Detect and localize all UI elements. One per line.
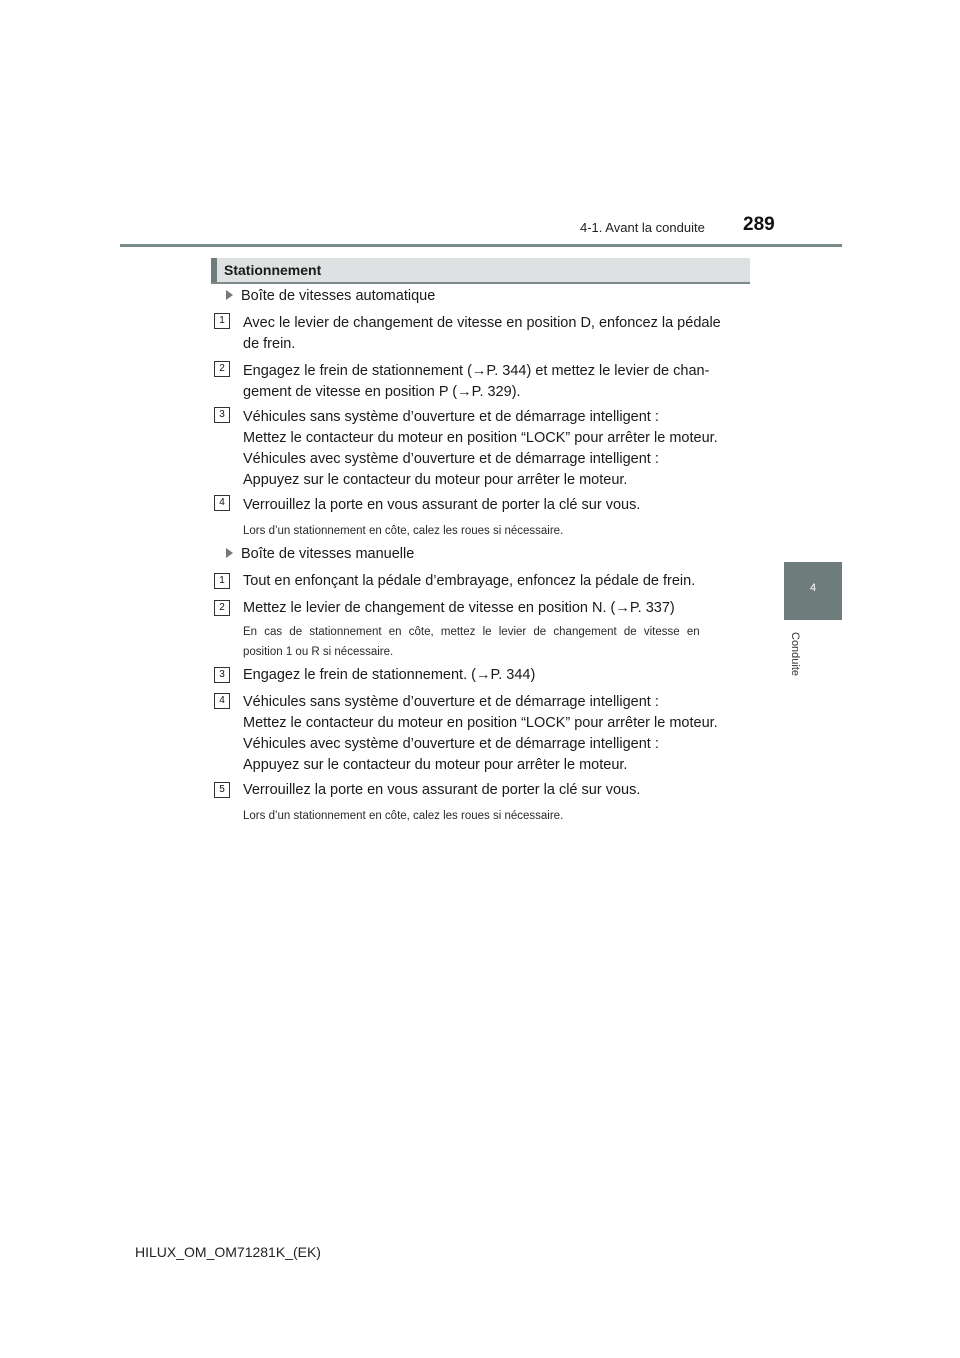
step-line: Engagez le frein de stationnement. (→P. 344): [243, 667, 536, 683]
step-number-badge: 1: [214, 313, 230, 329]
step-text: [243, 598, 746, 619]
step-line: Verrouillez la porte en vous assurant de porter la clé sur vous.: [243, 497, 641, 513]
step-line: Véhicules sans système d’ouverture et de démarrage intelligent :: [243, 694, 659, 710]
step-text: [243, 571, 746, 592]
header-divider: [120, 244, 842, 247]
step-line: Mettez le levier de changement de vitesse en position N. (→P. 337): [243, 600, 675, 616]
step-line: Mettez le contacteur du moteur en position “LOCK” pour arrêter le moteur.: [243, 430, 718, 446]
step-text: [243, 780, 746, 801]
section-heading-accent: [211, 258, 217, 282]
step-line: Véhicules avec système d’ouverture et de démarrage intelligent :: [243, 736, 659, 752]
subheading-automatic: [226, 288, 435, 304]
step-line: de frein.: [243, 336, 296, 352]
page-number: 289: [743, 214, 775, 235]
step-line: Verrouillez la porte en vous assurant de porter la clé sur vous.: [243, 782, 641, 798]
step-line: Avec le levier de changement de vitesse en position D, enfoncez la pédale: [243, 315, 721, 331]
step-text: [243, 313, 746, 355]
step-text: [243, 361, 746, 403]
note-text: Lors d’un stationnement en côte, calez les roues si nécessaire.: [243, 810, 564, 822]
step-line: Appuyez sur le contacteur du moteur pour arrêter le moteur.: [243, 757, 628, 773]
footer-doc-code: HILUX_OM_OM71281K_(EK): [135, 1244, 321, 1260]
step-text: [243, 665, 746, 686]
note-text: Lors d’un stationnement en côte, calez les roues si nécessaire.: [243, 525, 564, 537]
triangle-bullet-icon: [226, 548, 233, 558]
step-number-badge: 3: [214, 407, 230, 423]
step-number-badge: 2: [214, 361, 230, 377]
step-line: Appuyez sur le contacteur du moteur pour arrêter le moteur.: [243, 472, 628, 488]
step-line: Mettez le contacteur du moteur en position “LOCK” pour arrêter le moteur.: [243, 715, 718, 731]
step-line: Véhicules avec système d’ouverture et de démarrage intelligent :: [243, 451, 659, 467]
subheading-manual: [226, 546, 414, 562]
note-line: position 1 ou R si nécessaire.: [243, 646, 394, 658]
note-line: En cas de stationnement en côte, mettez le levier de changement de vitesse en: [243, 626, 700, 638]
step-text: [243, 495, 746, 516]
chapter-side-label: [785, 632, 805, 682]
step-line: gement de vitesse en position P (→P. 329).: [243, 384, 521, 400]
step-number-badge: 5: [214, 782, 230, 798]
step-number-badge: 4: [214, 495, 230, 511]
section-breadcrumb: 4-1. Avant la conduite: [580, 220, 705, 235]
section-title: Stationnement: [224, 262, 322, 278]
step-number-badge: 3: [214, 667, 230, 683]
step-number-badge: 4: [214, 693, 230, 709]
chapter-tab-number: 4: [809, 582, 817, 594]
subheading-automatic-text: Boîte de vitesses automatique: [241, 288, 436, 304]
chapter-tab[interactable]: [784, 562, 842, 620]
section-heading: [211, 258, 750, 284]
triangle-bullet-icon: [226, 290, 233, 300]
step-line: Engagez le frein de stationnement (→P. 344) et mettez le levier de chan-: [243, 363, 710, 379]
step-number-badge: 1: [214, 573, 230, 589]
subheading-manual-text: Boîte de vitesses manuelle: [241, 546, 415, 562]
step-text: [243, 407, 746, 491]
step-text: [243, 692, 746, 776]
step-line: Tout en enfonçant la pédale d’embrayage, enfoncez la pédale de frein.: [243, 573, 696, 589]
step-number-badge: 2: [214, 600, 230, 616]
chapter-side-label-text: Conduite: [789, 632, 801, 677]
note-text: [243, 622, 746, 662]
step-line: Véhicules sans système d’ouverture et de démarrage intelligent :: [243, 409, 659, 425]
